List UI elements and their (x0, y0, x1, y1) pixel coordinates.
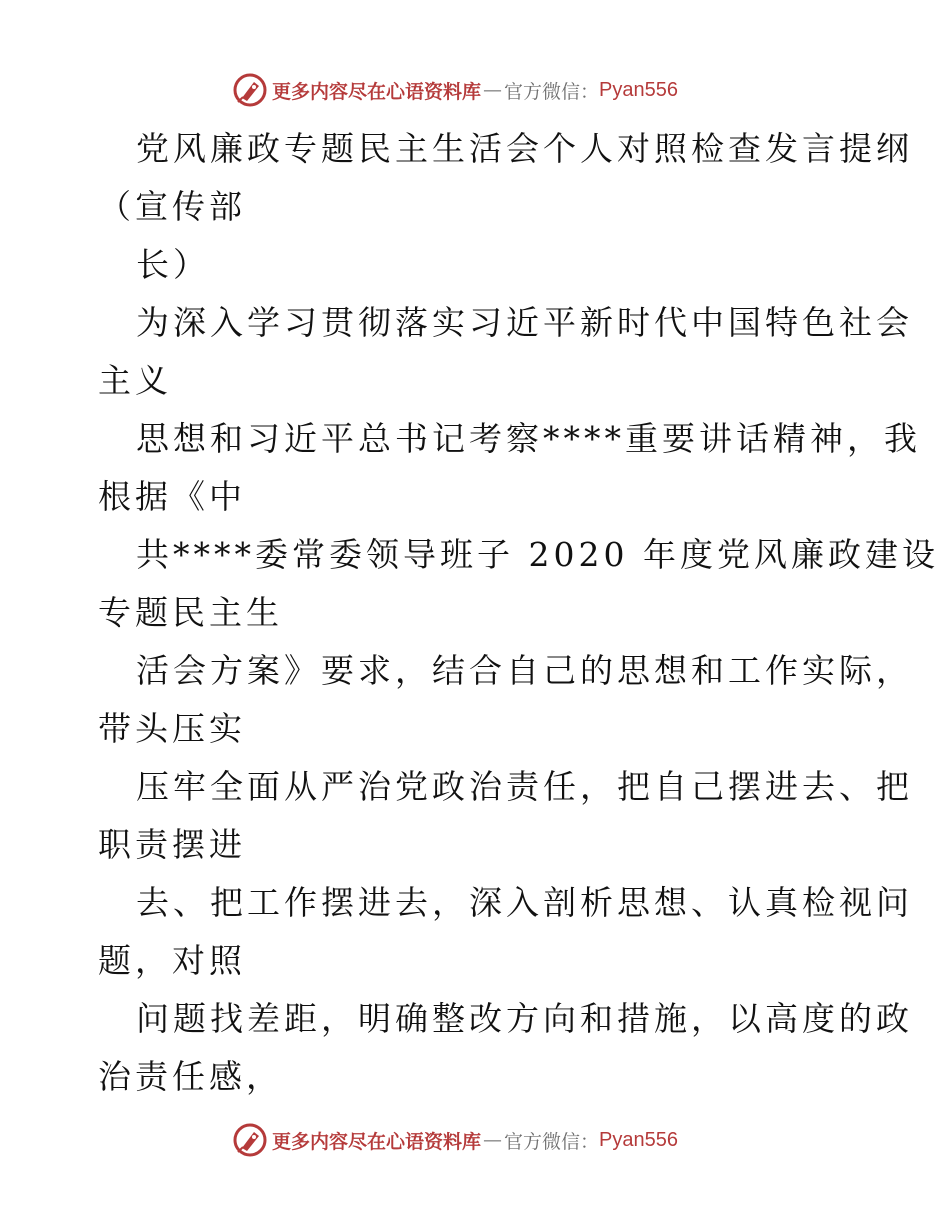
doc-paragraph-line: 治责任感， (98, 1057, 283, 1096)
doc-paragraph-line: 根据《中 (98, 477, 246, 516)
footer-wechat-id: Pyan556 (599, 1128, 678, 1151)
pen-nib-logo-icon (232, 1122, 268, 1158)
doc-paragraph-line: 带头压实 (98, 709, 246, 748)
header-wechat-label: 官方微信： (504, 80, 600, 103)
doc-title-line-1: 党风廉政专题民主生活会个人对照检查发言提纲 (136, 129, 913, 168)
footer-brand-text: 更多内容尽在心语资料库 (272, 1130, 482, 1153)
doc-paragraph-line: 思想和习近平总书记考察****重要讲话精神，我 (136, 419, 921, 458)
header-brand-text: 更多内容尽在心语资料库 (272, 80, 482, 103)
doc-paragraph-line: 问题找差距，明确整改方向和措施，以高度的政 (136, 999, 913, 1038)
doc-paragraph-line: 压牢全面从严治党政治责任，把自己摆进去、把 (136, 767, 913, 806)
document-body (98, 120, 939, 1106)
doc-paragraph-line: 题，对照 (98, 941, 246, 980)
doc-paragraph-line: 职责摆进 (98, 825, 246, 864)
header-banner (232, 72, 678, 108)
doc-paragraph-line: 为深入学习贯彻落实习近平新时代中国特色社会 (136, 303, 913, 342)
footer-banner (232, 1122, 678, 1158)
doc-paragraph-line: 共****委常委领导班子 2020 年度党风廉政建设 (136, 535, 939, 574)
doc-paragraph-line: 主义 (98, 361, 172, 400)
footer-wechat-label: 官方微信： (504, 1130, 600, 1153)
pen-nib-logo-icon (232, 72, 268, 108)
doc-paragraph-line: 活会方案》要求，结合自己的思想和工作实际， (136, 651, 913, 690)
doc-title-line-2: （宣传部 (98, 187, 246, 226)
doc-paragraph-line: 专题民主生 (98, 593, 283, 632)
header-wechat-id: Pyan556 (599, 78, 678, 101)
header-dash: — (483, 79, 503, 101)
footer-dash: — (483, 1129, 503, 1151)
doc-title-line-3: 长） (136, 245, 210, 284)
doc-paragraph-line: 去、把工作摆进去，深入剖析思想、认真检视问 (136, 883, 913, 922)
